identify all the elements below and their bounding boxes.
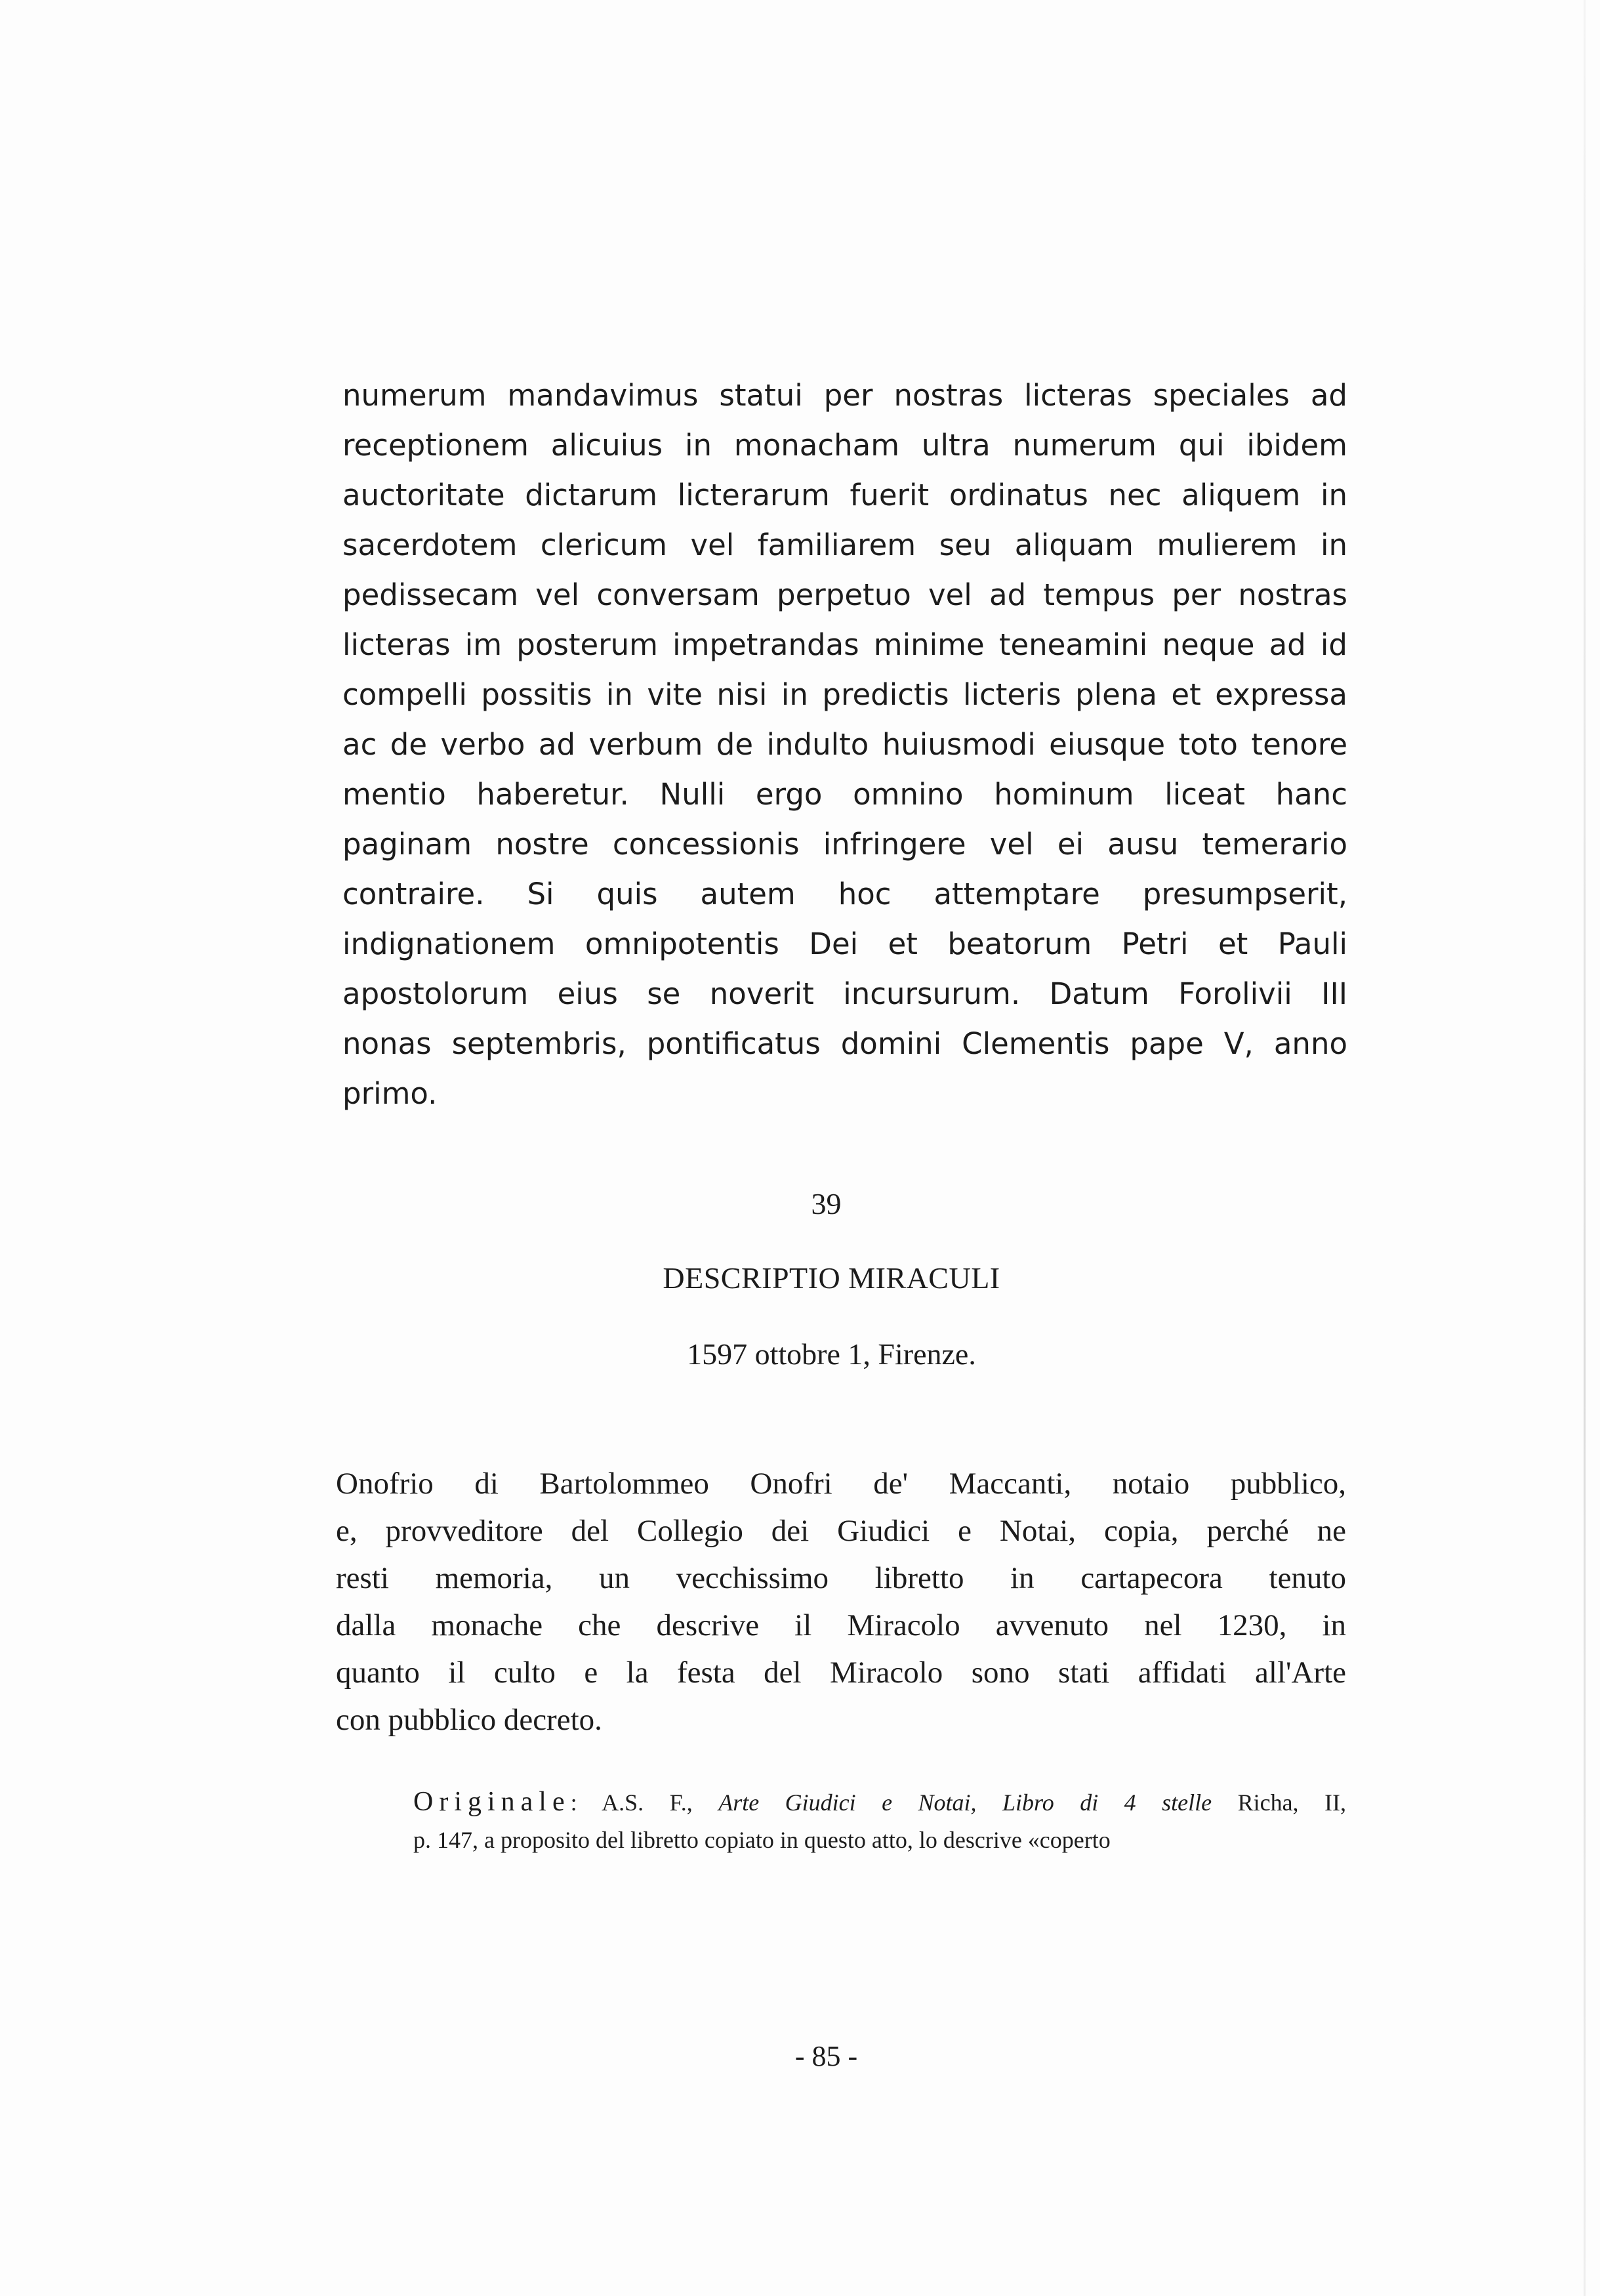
source-volume: Libro di 4 stelle — [1002, 1789, 1212, 1816]
source-rest-line1: Richa, II, — [1237, 1789, 1346, 1816]
regesto-line-2: e, provveditore del Collegio dei Giudici e Notai, copia, perché ne — [336, 1514, 1346, 1548]
source-note-line-1 — [413, 1784, 1346, 1822]
regesto-line-5: quanto il culto e la festa del Miracolo sono stati affidati all'Arte — [336, 1656, 1346, 1690]
latin-line-4: sacerdotem clericum vel familiarem seu aliquam mulierem in — [342, 528, 1347, 562]
regesto-line-1: Onofrio di Bartolommeo Onofri de' Maccanti, notaio pubblico, — [336, 1467, 1346, 1501]
document-heading: DESCRIPTIO MIRACULI — [663, 1261, 1000, 1295]
latin-line-6: licteras im posterum impetrandas minime teneamini neque ad id — [342, 627, 1347, 662]
latin-line-11: contraire. Si quis autem hoc attemptare presumpserit, — [342, 877, 1347, 911]
page-edge-shadow — [1584, 0, 1586, 2296]
source-label: Originale — [413, 1787, 571, 1817]
latin-line-12: indignationem omnipotentis Dei et beatorum Petri et Pauli — [342, 927, 1347, 961]
latin-line-3: auctoritate dictarum licterarum fuerit ordinatus nec aliquem in — [342, 478, 1347, 512]
latin-text-block — [342, 371, 1347, 1119]
regesto-line-6: con pubblico decreto. — [336, 1703, 602, 1737]
regesto-line-3: resti memoria, un vecchissimo libretto in cartapecora tenuto — [336, 1561, 1346, 1595]
latin-line-5: pedissecam vel conversam perpetuo vel ad tempus per nostras — [342, 577, 1347, 612]
latin-line-8: ac de verbo ad verbum de indulto huiusmodi eiusque toto tenore — [342, 727, 1347, 762]
source-note-line-2: p. 147, a proposito del libretto copiato in questo atto, lo descrive «coperto — [413, 1827, 1111, 1853]
regesto-block — [336, 1460, 1346, 1743]
source-colon: : — [570, 1789, 602, 1816]
document-date: 1597 ottobre 1, Firenze. — [687, 1337, 976, 1371]
latin-line-1: numerum mandavimus statui per nostras licteras speciales ad — [342, 378, 1347, 413]
page-number: - 85 - — [794, 2040, 858, 2072]
latin-line-2: receptionem alicuius in monacham ultra numerum qui ibidem — [342, 428, 1347, 463]
document-number: 39 — [811, 1187, 842, 1221]
latin-line-14: nonas septembris, pontificatus domini Clementis pape V, anno — [342, 1026, 1347, 1061]
latin-line-7: compelli possitis in vite nisi in predictis licteris plena et expressa — [342, 677, 1347, 712]
latin-line-13: apostolorum eius se noverit incursurum. Datum Forolivii III — [342, 976, 1347, 1011]
latin-line-10: paginam nostre concessionis infringere vel ei ausu temerario — [342, 827, 1347, 862]
source-note — [413, 1784, 1346, 1859]
source-fund: Arte Giudici e Notai, — [718, 1789, 977, 1816]
latin-line-9: mentio haberetur. Nulli ergo omnino hominum liceat hanc — [342, 777, 1347, 812]
regesto-line-4: dalla monache che descrive il Miracolo avvenuto nel 1230, in — [336, 1608, 1346, 1642]
latin-line-15: primo. — [342, 1076, 438, 1111]
source-archive: A.S. F., — [602, 1789, 693, 1816]
